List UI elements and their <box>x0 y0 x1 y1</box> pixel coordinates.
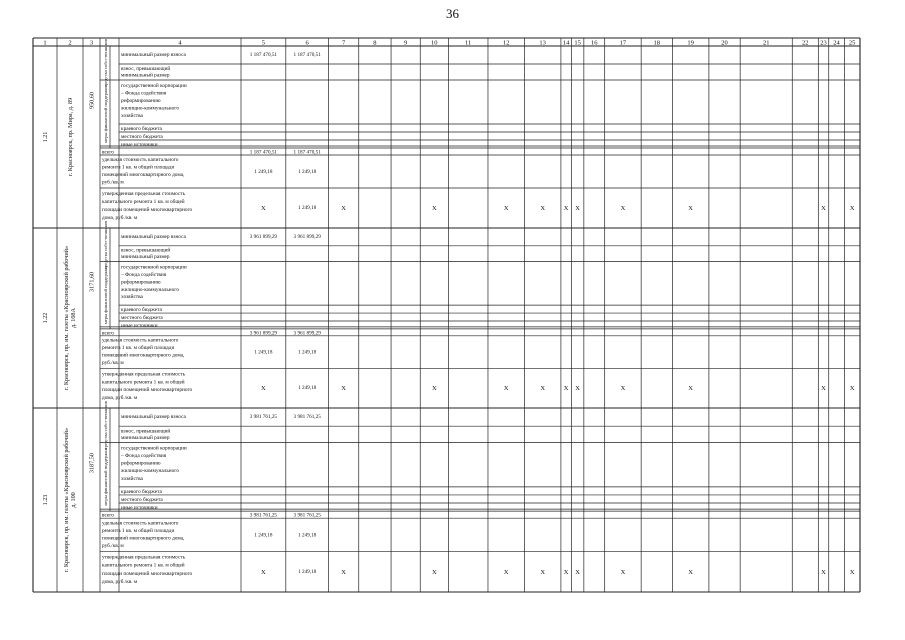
row-label-corp: государственной корпорации – Фонда содействия реформированию жилищно-коммунального хозяйства <box>121 83 187 119</box>
block-number: 1.23 <box>42 494 49 506</box>
value-total-col6: 1 187 470,51 <box>293 149 321 156</box>
value-min-fee-col6: 3 961 899,29 <box>293 233 321 240</box>
column-number: 20 <box>721 39 728 47</box>
x-mark: X <box>620 385 626 393</box>
value-unit-cost-col5: 1 249,18 <box>254 532 273 539</box>
x-mark: X <box>503 205 509 212</box>
column-number: 21 <box>762 39 770 47</box>
row-label-other: иные источники <box>121 505 158 512</box>
row-label-unit-cost: удельная стоимость капитального ремонта 1 кв. м общей площади помещений многоквартирного дома, руб./кв. м <box>102 520 185 550</box>
row-label-max-cost: утвержденная предельная стоимость капитального ремонта 1 кв. м общей площади помещений многоквартирного дома, руб./кв. м <box>102 554 193 585</box>
row-label-total: всего <box>102 330 114 337</box>
value-min-fee-col6: 3 981 761,25 <box>293 414 321 421</box>
row-label-max-cost: утвержденная предельная стоимость капитального ремонта 1 кв. м общей площади помещений многоквартирного дома, руб./кв. м <box>102 191 193 221</box>
row-label-min-fee: минимальный размер взноса <box>121 233 186 240</box>
value-unit-cost-col5: 1 249,18 <box>254 169 273 175</box>
row-label-total: всего <box>102 512 114 519</box>
house-area: 3171,60 <box>88 271 96 292</box>
column-number: 7 <box>342 39 346 47</box>
row-label-regional: краевого бюджета <box>121 488 162 495</box>
value-min-fee-col5: 3 981 761,25 <box>249 414 278 421</box>
block-number: 1.22 <box>42 312 49 324</box>
value-unit-cost-col5: 1 249,18 <box>254 349 273 356</box>
x-mark: X <box>849 385 855 393</box>
row-label-max-cost: утвержденная предельная стоимость капитального ремонта 1 кв. м общей площади помещений многоквартирного дома, руб./кв. м <box>102 371 193 402</box>
row-label-excess-fee: взнос, превышающий минимальный размер <box>121 247 171 261</box>
house-address: г. Красноярск, пр. Мира, д. 89 <box>67 97 74 177</box>
support-group-label: меры финансовой поддержки <box>103 85 108 143</box>
block-number: 1.21 <box>42 131 49 143</box>
x-mark: X <box>849 205 855 212</box>
support-group-label: меры финансовой поддержки <box>103 266 108 325</box>
x-mark: X <box>688 385 694 393</box>
value-min-fee-col5: 3 961 899,29 <box>249 233 278 240</box>
value-unit-cost-col6: 1 249,18 <box>298 532 317 539</box>
x-mark: X <box>620 568 626 576</box>
row-label-local: местного бюджета <box>121 497 163 504</box>
value-total-col6: 3 961 899,29 <box>293 330 321 337</box>
row-label-regional: краевого бюджета <box>121 307 162 314</box>
row-label-local: местного бюджета <box>121 314 163 321</box>
x-mark: X <box>503 385 509 393</box>
x-mark: X <box>563 385 569 393</box>
value-max-cost-col6: 1 249,18 <box>298 568 317 575</box>
value-total-col5: 1 187 470,51 <box>249 149 278 156</box>
house-area: 3187,50 <box>88 453 96 474</box>
x-mark: X <box>575 205 580 212</box>
row-label-local: местного бюджета <box>121 134 163 140</box>
x-mark: X <box>341 568 346 576</box>
value-min-fee-col6: 1 187 470,51 <box>293 52 321 58</box>
x-mark: X <box>261 568 266 576</box>
column-number: 13 <box>539 39 546 47</box>
x-mark: X <box>821 205 826 212</box>
row-label-corp: государственной корпорации – Фонда содействия реформированию жилищно-коммунального хозяйства <box>121 264 187 301</box>
x-mark: X <box>431 385 437 393</box>
row-label-min-fee: минимальный размер взноса <box>121 414 186 421</box>
row-label-other: иные источники <box>121 142 158 148</box>
x-mark: X <box>563 205 569 212</box>
column-number: 3 <box>89 39 94 47</box>
value-total-col5: 3 981 761,25 <box>249 512 278 519</box>
x-mark: X <box>575 385 580 393</box>
column-number: 2 <box>68 39 72 47</box>
value-min-fee-col5: 1 187 470,51 <box>249 52 278 58</box>
column-number: 10 <box>431 39 438 47</box>
value-max-cost-col6: 1 249,18 <box>298 205 317 211</box>
value-max-cost-col6: 1 249,18 <box>298 385 317 392</box>
column-number: 12 <box>502 39 510 47</box>
column-number: 1 <box>43 39 47 47</box>
row-label-other: иные источники <box>121 322 158 329</box>
column-number: 18 <box>653 39 661 47</box>
page-number: 36 <box>446 6 459 21</box>
x-mark: X <box>503 568 509 576</box>
x-mark: X <box>849 568 855 576</box>
row-label-regional: краевого бюджета <box>121 126 162 132</box>
x-mark: X <box>821 568 826 576</box>
house-area: 950,60 <box>88 91 96 110</box>
x-mark: X <box>540 385 546 393</box>
column-number: 8 <box>373 39 377 47</box>
column-number: 25 <box>848 39 856 47</box>
column-number: 11 <box>465 39 472 47</box>
support-group-label: меры финансовой поддержки <box>103 447 108 506</box>
x-mark: X <box>341 205 346 212</box>
column-number: 14 <box>562 39 570 47</box>
column-number: 19 <box>687 39 694 47</box>
row-label-total: всего <box>102 149 114 156</box>
funds-group-label: средства собст-венников <box>103 401 108 450</box>
x-mark: X <box>261 205 266 212</box>
column-number: 15 <box>574 39 581 47</box>
value-total-col5: 3 961 899,29 <box>249 330 278 337</box>
x-mark: X <box>821 385 826 393</box>
x-mark: X <box>688 568 694 576</box>
column-number: 17 <box>619 39 627 47</box>
column-number: 6 <box>305 39 309 47</box>
funds-group-label: средства собст-венников <box>103 38 108 88</box>
row-label-excess-fee: взнос, превышающий минимальный размер <box>121 428 171 441</box>
x-mark: X <box>431 205 437 212</box>
column-number: 16 <box>591 39 598 47</box>
x-mark: X <box>620 205 626 212</box>
row-label-unit-cost: удельная стоимость капитального ремонта 1 кв. м общей площади помещений многоквартирного дома, руб./кв. м <box>102 157 185 186</box>
column-number: 4 <box>178 39 182 47</box>
value-unit-cost-col6: 1 249,18 <box>298 349 317 356</box>
row-label-corp: государственной корпорации – Фонда содействия реформированию жилищно-коммунального хозяйства <box>121 445 187 482</box>
value-total-col6: 3 981 761,25 <box>293 512 321 519</box>
x-mark: X <box>540 568 546 576</box>
column-number: 23 <box>820 39 827 47</box>
row-label-min-fee: минимальный размер взноса <box>121 52 186 58</box>
value-unit-cost-col6: 1 249,18 <box>298 169 317 175</box>
funds-group-label: средства собст-венников <box>103 220 108 269</box>
x-mark: X <box>540 205 546 212</box>
x-mark: X <box>261 385 266 393</box>
row-label-unit-cost: удельная стоимость капитального ремонта 1 кв. м общей площади помещений многоквартирного дома, руб./кв. м <box>102 337 185 366</box>
column-number: 9 <box>404 39 408 47</box>
house-address: г. Красноярск, пр. им. газеты «Красноярский рабочий»д. 108А <box>63 245 77 391</box>
x-mark: X <box>431 568 437 576</box>
column-number: 24 <box>833 39 840 47</box>
row-label-excess-fee: взнос, превышающий минимальный размер <box>121 66 171 79</box>
x-mark: X <box>688 205 694 212</box>
x-mark: X <box>575 568 580 576</box>
column-number: 22 <box>802 39 809 47</box>
house-address: г. Красноярск, пр. им. газеты «Красноярский рабочий»д. 100 <box>63 427 77 573</box>
x-mark: X <box>341 385 346 393</box>
x-mark: X <box>563 568 569 576</box>
column-number: 5 <box>261 39 266 47</box>
